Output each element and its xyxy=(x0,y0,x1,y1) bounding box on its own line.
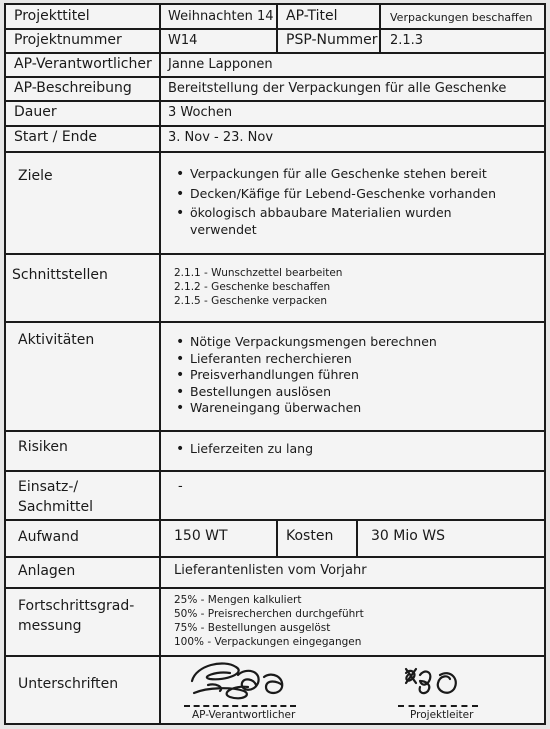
start-ende-value: 3. Nov - 23. Nov xyxy=(168,130,274,145)
psp-nummer-label: PSP-Nummer xyxy=(286,32,378,48)
right-signature-caption: Projektleiter xyxy=(410,709,474,721)
psp-nummer-value: 2.1.3 xyxy=(390,33,424,48)
einsatz-value: - xyxy=(178,479,183,494)
list-item: • Lieferzeiten zu lang xyxy=(174,441,534,458)
signature-line-left xyxy=(184,705,296,707)
list-item: 2.1.2 - Geschenke beschaffen xyxy=(174,281,331,293)
list-item: 25% - Mengen kalkuliert xyxy=(174,594,302,606)
schnittstellen-list xyxy=(174,266,342,308)
risiken-list xyxy=(174,441,534,458)
work-package-form xyxy=(4,3,546,725)
anlagen-label: Anlagen xyxy=(18,563,76,579)
schnittstellen-label: Schnittstellen xyxy=(12,267,108,283)
ap-titel-value: Verpackungen beschaffen xyxy=(390,11,533,24)
projekttitel-label: Projekttitel xyxy=(14,8,90,24)
aktivitaeten-list xyxy=(174,334,534,417)
fortschritt-list xyxy=(174,593,364,649)
left-signature-caption: AP-Verantwortlicher xyxy=(192,709,296,721)
fortschritt-label-line1: Fortschrittsgrad- xyxy=(18,598,135,614)
list-item: 50% - Preisrecherchen durchgeführt xyxy=(174,608,364,620)
list-item: • Bestellungen auslösen xyxy=(174,384,534,401)
signature-ap-verantwortlicher xyxy=(186,657,296,703)
list-item: 100% - Verpackungen eingegangen xyxy=(174,636,362,648)
list-item: 2.1.1 - Wunschzettel bearbeiten xyxy=(174,267,343,279)
list-item: • ökologisch abbaubare Materialien wurden verwendet xyxy=(174,205,470,238)
list-item: • Nötige Verpackungsmengen berechnen xyxy=(174,334,534,351)
signature-line-right xyxy=(398,705,478,707)
signature-projektleiter xyxy=(402,665,462,699)
risiken-label: Risiken xyxy=(18,439,68,455)
list-item: 2.1.5 - Geschenke verpacken xyxy=(174,295,327,307)
ap-titel-label: AP-Titel xyxy=(286,8,338,24)
verantwortlicher-label: AP-Verantwortlicher xyxy=(14,56,152,72)
list-item: • Preisverhandlungen führen xyxy=(174,367,534,384)
projektnummer-value: W14 xyxy=(168,33,198,48)
dauer-value: 3 Wochen xyxy=(168,105,233,120)
kosten-value: 30 Mio WS xyxy=(371,528,445,544)
fortschritt-label-line2: messung xyxy=(18,618,82,634)
einsatz-label xyxy=(18,477,93,517)
aktivitaeten-label: Aktivitäten xyxy=(18,332,95,348)
ziele-list xyxy=(174,166,534,238)
list-item: 75% - Bestellungen ausgelöst xyxy=(174,622,331,634)
projekttitel-value: Weihnachten 14 xyxy=(168,9,274,24)
list-item: • Decken/Käfige für Lebend-Geschenke vorhanden xyxy=(174,186,534,203)
anlagen-value: Lieferantenlisten vom Vorjahr xyxy=(174,563,367,578)
einsatz-label-line2: Sachmittel xyxy=(18,499,94,515)
aufwand-label: Aufwand xyxy=(18,529,79,545)
beschreibung-value: Bereitstellung der Verpackungen für alle Geschenke xyxy=(168,81,507,96)
list-item: • Verpackungen für alle Geschenke stehen bereit xyxy=(174,166,534,183)
start-ende-label: Start / Ende xyxy=(14,129,98,145)
aufwand-value: 150 WT xyxy=(174,528,228,544)
list-item: • Wareneingang überwachen xyxy=(174,400,534,417)
fortschritt-label xyxy=(18,596,134,636)
dauer-label: Dauer xyxy=(14,104,57,120)
ziele-label: Ziele xyxy=(18,168,53,184)
projektnummer-label: Projektnummer xyxy=(14,32,122,48)
kosten-label: Kosten xyxy=(286,528,334,544)
list-item: • Lieferanten recherchieren xyxy=(174,351,534,368)
einsatz-label-line1: Einsatz-/ xyxy=(18,479,79,495)
unterschriften-label: Unterschriften xyxy=(18,676,119,692)
verantwortlicher-value: Janne Lapponen xyxy=(168,57,273,72)
beschreibung-label: AP-Beschreibung xyxy=(14,80,132,96)
